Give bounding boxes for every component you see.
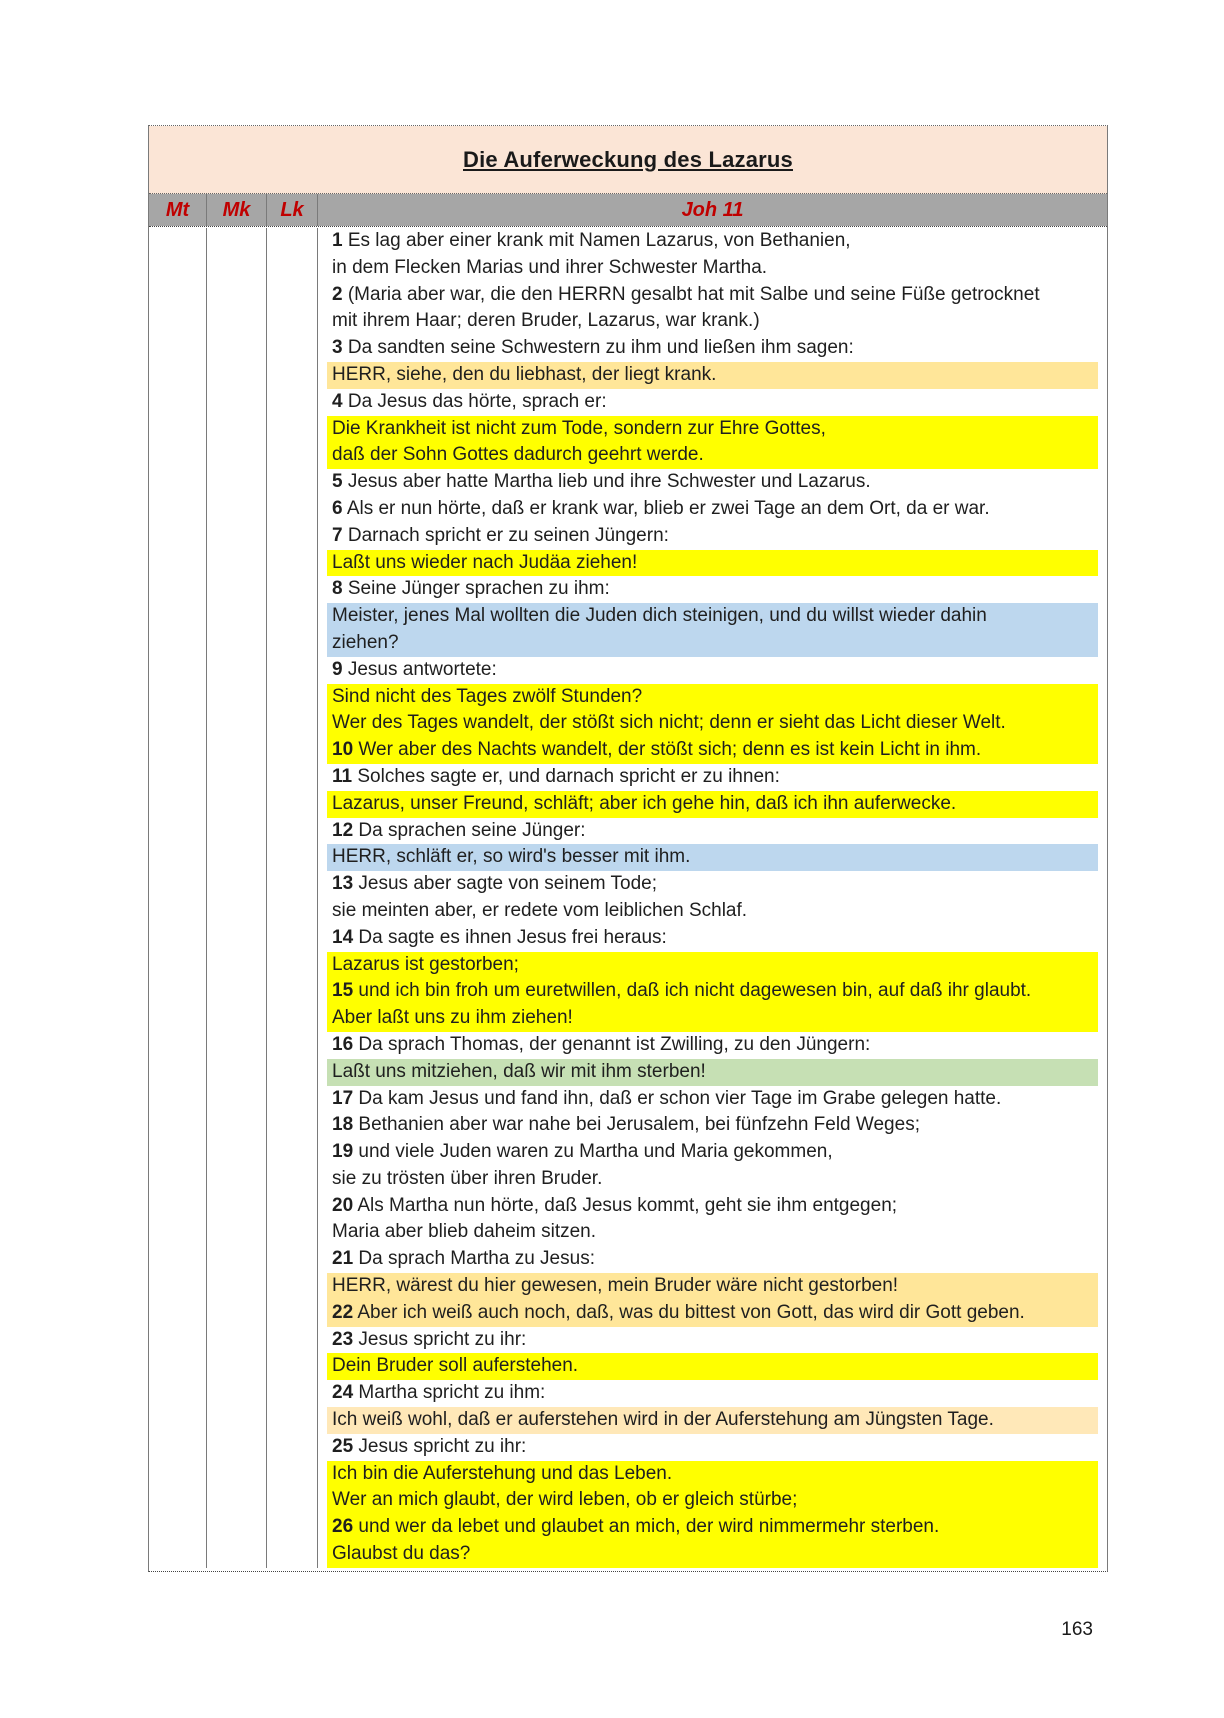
- table-header-row: [149, 194, 1107, 227]
- verse-line: sie zu trösten über ihren Bruder.: [332, 1167, 603, 1189]
- verse-line: 5 Jesus aber hatte Martha lieb und ihre Schwester und Lazarus.: [332, 471, 871, 493]
- verse-line: 7 Darnach spricht er zu seinen Jüngern:: [332, 524, 669, 546]
- verse-number: 12: [332, 819, 354, 841]
- verse-number: 4: [332, 390, 343, 412]
- verse-line: Maria aber blieb daheim sitzen.: [332, 1221, 597, 1243]
- verse-line: 2 (Maria aber war, die den HERRN gesalbt hat mit Salbe und seine Füße getrocknet: [332, 283, 1040, 305]
- verse-line: Die Krankheit ist nicht zum Tode, sondern zur Ehre Gottes,: [327, 416, 1098, 443]
- verse-number: 17: [332, 1087, 354, 1109]
- verse-line: Wer des Tages wandelt, der stößt sich nicht; denn er sieht das Licht dieser Welt.: [327, 710, 1098, 737]
- column-header-mk: Mk: [207, 194, 267, 226]
- verse-line: 18 Bethanien aber war nahe bei Jerusalem, bei fünfzehn Feld Weges;: [332, 1114, 920, 1136]
- verse-line: Aber laßt uns zu ihm ziehen!: [327, 1005, 1098, 1032]
- verse-line: Ich weiß wohl, daß er auferstehen wird in der Auferstehung am Jüngsten Tage.: [327, 1407, 1098, 1434]
- verse-line: 1 Es lag aber einer krank mit Namen Lazarus, von Bethanien,: [332, 230, 851, 251]
- verse-line: 26 und wer da lebet und glaubet an mich, der wird nimmermehr sterben.: [327, 1514, 1098, 1541]
- section-title-band: [149, 126, 1107, 194]
- verse-number: 23: [332, 1328, 354, 1350]
- verse-line: Laßt uns mitziehen, daß wir mit ihm sterben!: [327, 1059, 1098, 1086]
- verse-line: 12 Da sprachen seine Jünger:: [332, 819, 586, 841]
- verse-line: Wer an mich glaubt, der wird leben, ob er gleich stürbe;: [327, 1487, 1098, 1514]
- verse-number: 13: [332, 873, 354, 895]
- verse-number: 3: [332, 337, 343, 359]
- page-number: 163: [1061, 1619, 1093, 1640]
- verse-number: 19: [332, 1141, 354, 1163]
- verse-line: Laßt uns wieder nach Judäa ziehen!: [327, 550, 1098, 577]
- verse-number: 11: [332, 765, 353, 787]
- column-joh-verses: [318, 228, 1107, 1568]
- verse-line: HERR, wärest du hier gewesen, mein Bruder wäre nicht gestorben!: [327, 1273, 1098, 1300]
- verse-line: 17 Da kam Jesus und fand ihn, daß er schon vier Tage im Grabe gelegen hatte.: [332, 1087, 1002, 1109]
- column-header-lk: Lk: [267, 194, 318, 226]
- verse-line: mit ihrem Haar; deren Bruder, Lazarus, war krank.): [332, 310, 760, 332]
- verse-line: ziehen?: [327, 630, 1098, 657]
- verse-line: 13 Jesus aber sagte von seinem Tode;: [332, 873, 657, 895]
- verse-number: 7: [332, 524, 343, 546]
- verse-line: Glaubst du das?: [327, 1541, 1098, 1568]
- verse-line: 23 Jesus spricht zu ihr:: [332, 1328, 527, 1350]
- section-title: Die Auferweckung des Lazarus: [463, 146, 793, 172]
- verse-number: 8: [332, 578, 343, 600]
- verse-number: 20: [332, 1194, 354, 1216]
- verse-line: HERR, siehe, den du liebhast, der liegt krank.: [327, 362, 1098, 389]
- column-lk-empty: [267, 228, 318, 1568]
- verse-line: in dem Flecken Marias und ihrer Schwester Martha.: [332, 256, 768, 278]
- verse-number: 10: [332, 739, 354, 761]
- verse-line: 16 Da sprach Thomas, der genannt ist Zwilling, zu den Jüngern:: [332, 1033, 871, 1055]
- verse-line: 22 Aber ich weiß auch noch, daß, was du bittest von Gott, das wird dir Gott geben.: [327, 1300, 1098, 1327]
- verse-number: 6: [332, 497, 343, 519]
- verse-line: 21 Da sprach Martha zu Jesus:: [332, 1248, 595, 1270]
- column-mk-empty: [207, 228, 267, 1568]
- verse-line: 11 Solches sagte er, und darnach spricht er zu ihnen:: [332, 765, 780, 787]
- verse-line: 10 Wer aber des Nachts wandelt, der stößt sich; denn es ist kein Licht in ihm.: [327, 737, 1098, 764]
- verse-number: 26: [332, 1516, 354, 1538]
- verse-line: 15 und ich bin froh um euretwillen, daß ich nicht dagewesen bin, auf daß ihr glaubt.: [327, 978, 1098, 1005]
- verse-number: 5: [332, 471, 343, 493]
- verse-number: 22: [332, 1301, 354, 1323]
- verse-line: Sind nicht des Tages zwölf Stunden?: [327, 684, 1098, 711]
- verse-number: 21: [332, 1248, 354, 1270]
- verse-number: 18: [332, 1114, 354, 1136]
- verse-line: 24 Martha spricht zu ihm:: [332, 1382, 546, 1404]
- verse-line: 19 und viele Juden waren zu Martha und Maria gekommen,: [332, 1141, 833, 1163]
- verse-line: Lazarus ist gestorben;: [327, 952, 1098, 979]
- verse-line: Meister, jenes Mal wollten die Juden dich steinigen, und du willst wieder dahin: [327, 603, 1098, 630]
- verse-number: 2: [332, 283, 343, 305]
- verse-line: 9 Jesus antwortete:: [332, 658, 497, 680]
- column-mt-empty: [149, 228, 207, 1568]
- verse-line: daß der Sohn Gottes dadurch geehrt werde.: [327, 442, 1098, 469]
- verse-line: Ich bin die Auferstehung und das Leben.: [327, 1461, 1098, 1488]
- verse-line: 8 Seine Jünger sprachen zu ihm:: [332, 578, 610, 600]
- verse-line: 4 Da Jesus das hörte, sprach er:: [332, 390, 607, 412]
- verse-number: 15: [332, 980, 354, 1002]
- verse-line: Dein Bruder soll auferstehen.: [327, 1353, 1098, 1380]
- verse-line: HERR, schläft er, so wird's besser mit ihm.: [327, 844, 1098, 871]
- verse-number: 16: [332, 1033, 354, 1055]
- verse-line: 25 Jesus spricht zu ihr:: [332, 1435, 527, 1457]
- verse-line: 20 Als Martha nun hörte, daß Jesus kommt, geht sie ihm entgegen;: [332, 1194, 898, 1216]
- verse-line: 6 Als er nun hörte, daß er krank war, blieb er zwei Tage an dem Ort, da er war.: [332, 497, 990, 519]
- table-body: [149, 227, 1107, 1571]
- verse-line: 14 Da sagte es ihnen Jesus frei heraus:: [332, 926, 667, 948]
- verse-line: 3 Da sandten seine Schwestern zu ihm und ließen ihm sagen:: [332, 337, 854, 359]
- verse-line: Lazarus, unser Freund, schläft; aber ich gehe hin, daß ich ihn auferwecke.: [327, 791, 1098, 818]
- column-header-mt: Mt: [149, 194, 207, 226]
- verse-number: 9: [332, 658, 343, 680]
- verse-number: 1: [332, 230, 343, 251]
- verse-line: sie meinten aber, er redete vom leiblichen Schlaf.: [332, 899, 748, 921]
- verse-number: 25: [332, 1435, 354, 1457]
- verse-number: 24: [332, 1382, 354, 1404]
- column-header-joh: Joh 11: [318, 194, 1107, 226]
- verse-number: 14: [332, 926, 354, 948]
- synopsis-table: [148, 125, 1108, 1572]
